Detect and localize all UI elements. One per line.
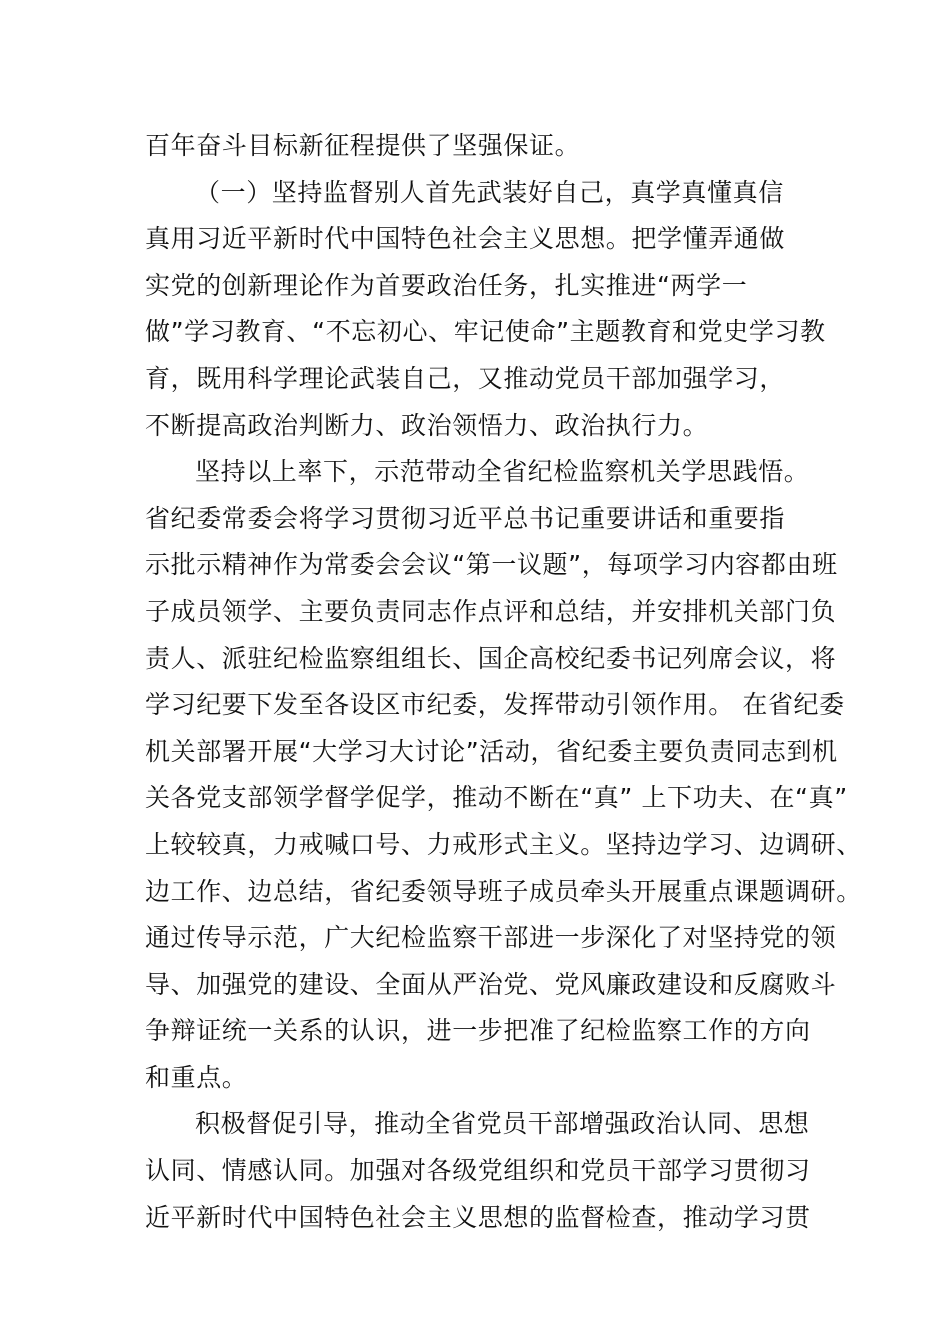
text-line: 不断提高政治判断力、政治领悟力、政治执行力。 bbox=[145, 410, 709, 440]
text-line: 上较较真，力戒喊口号、力戒形式主义。坚持边学习、边调研、 bbox=[145, 829, 862, 859]
text-line: 示批示精神作为常委会会议“第一议题”，每项学习内容都由班 bbox=[145, 550, 838, 580]
text-line: 百年奋斗目标新征程提供了坚强保证。 bbox=[145, 131, 581, 160]
section-heading-line: （一）坚持监督别人首先武装好自己，真学真懂真信 bbox=[195, 177, 784, 207]
text-line: 子成员领学、主要负责同志作点评和总结，并安排机关部门负 bbox=[145, 596, 837, 626]
text-line: 学习纪要下发至各设区市纪委，发挥带动引领作用。 在省纪委 bbox=[145, 690, 845, 720]
text-line: 边工作、边总结，省纪委领导班子成员牵头开展重点课题调研。 bbox=[145, 876, 862, 906]
text-line: 机关部署开展“大学习大讨论”活动，省纪委主要负责同志到机 bbox=[145, 736, 838, 766]
text-line: 实党的创新理论作为首要政治任务，扎实推进“两学一 bbox=[145, 270, 748, 300]
text-line: 导、加强党的建设、全面从严治党、党风廉政建设和反腐败斗 bbox=[145, 969, 837, 999]
text-line: 和重点。 bbox=[145, 1062, 248, 1092]
text-line: 省纪委常委会将学习贯彻习近平总书记重要讲话和重要指 bbox=[145, 503, 786, 533]
text-line: 争辩证统一关系的认识，进一步把准了纪检监察工作的方向 bbox=[145, 1016, 811, 1046]
text-line: 通过传导示范，广大纪检监察干部进一步深化了对坚持党的领 bbox=[145, 923, 837, 953]
paragraph-start-line: 积极督促引导，推动全省党员干部增强政治认同、思想 bbox=[195, 1109, 810, 1139]
paragraph-start-line: 坚持以上率下，示范带动全省纪检监察机关学思践悟。 bbox=[195, 457, 810, 487]
text-line: 责人、派驻纪检监察组组长、国企高校纪委书记列席会议，将 bbox=[145, 643, 837, 673]
text-line: 近平新时代中国特色社会主义思想的监督检查，推动学习贯 bbox=[145, 1202, 811, 1232]
text-line: 真用习近平新时代中国特色社会主义思想。把学懂弄通做 bbox=[145, 224, 786, 254]
text-line: 做”学习教育、“不忘初心、牢记使命”主题教育和党史学习教 bbox=[145, 317, 826, 347]
text-line: 关各党支部领学督学促学，推动不断在“真” 上下功夫、在“真” bbox=[145, 783, 848, 813]
body-text bbox=[145, 123, 862, 1241]
text-line: 育，既用科学理论武装自己，又推动党员干部加强学习， bbox=[145, 363, 786, 393]
text-line: 认同、情感认同。加强对各级党组织和党员干部学习贯彻习 bbox=[145, 1156, 811, 1186]
